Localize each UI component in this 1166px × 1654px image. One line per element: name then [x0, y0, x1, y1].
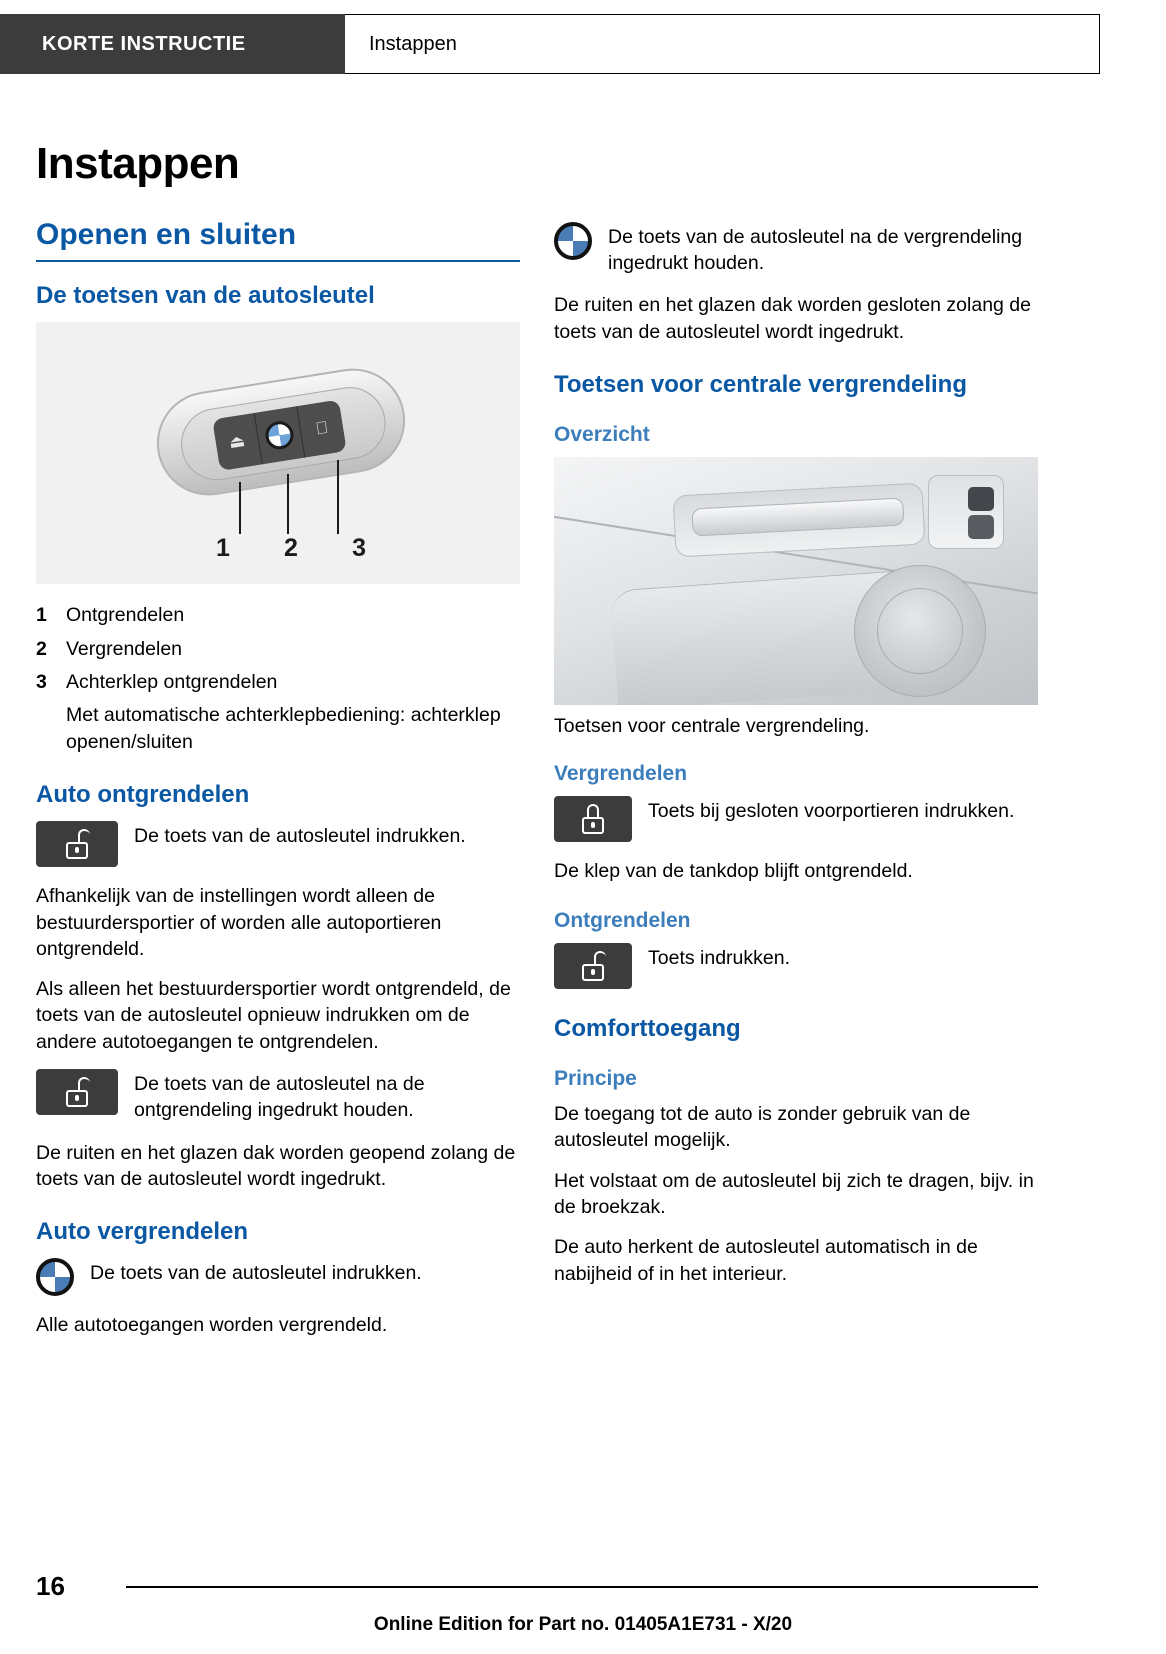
unlock-icon: [64, 1077, 90, 1107]
page-header: [0, 14, 1100, 74]
list-item: [36, 602, 520, 628]
subheading-overzicht: Overzicht: [554, 423, 650, 447]
content-columns: [36, 218, 1038, 1353]
legend-number: 3: [36, 670, 47, 693]
instruction-row-lock-press: [36, 1258, 520, 1296]
legend-label: Ontgrendelen: [66, 604, 185, 627]
instruction-row-central-unlock: [554, 943, 1038, 989]
key-fob-body: [176, 382, 391, 485]
paragraph-auto-unlock-2: Als alleen het bestuurdersportier wordt ontgrendeld, de toets van de autosleutel opnieuw indrukken om de andere autotoegangen te ontgrendelen.: [36, 978, 511, 1053]
list-item: [36, 636, 520, 662]
paragraph-principle-1: De toegang tot de auto is zonder gebruik van de autosleutel mogelijk.: [554, 1103, 971, 1152]
instruction-text: De toets van de autosleutel indrukken.: [134, 825, 466, 848]
left-column: [36, 218, 520, 1353]
key-unlock-button-icon: [36, 821, 118, 867]
lock-icon: [580, 804, 606, 834]
callout-2: 2: [284, 534, 298, 563]
legend-number: 1: [36, 604, 47, 627]
key-fob-button-pad: [212, 400, 347, 471]
header-tab-label: KORTE INSTRUCTIE: [42, 32, 246, 55]
central-unlock-button-icon: [554, 943, 632, 989]
callout-leader-lines: [221, 482, 361, 542]
instruction-text: De toets van de autosleutel na de vergrendeling ingedrukt houden.: [608, 226, 1023, 274]
unlock-icon: [64, 829, 90, 859]
page-title: Instappen: [36, 139, 240, 189]
instruction-row-central-lock: [554, 796, 1038, 842]
legend-label: Achterklep ontgrendelen: [66, 670, 278, 693]
header-tab-korte-instructie: [0, 14, 345, 74]
footer-divider: [126, 1586, 1038, 1588]
callout-1: 1: [216, 534, 230, 563]
paragraph-auto-unlock-3: De ruiten en het glazen dak worden geopend zolang de toets van de autosleutel wordt ingedrukt.: [36, 1141, 516, 1190]
legend-label: Vergrendelen: [66, 637, 183, 660]
page-footer: [36, 1571, 1038, 1602]
figure-callout-numbers: [216, 534, 366, 563]
list-item: [36, 669, 520, 695]
header-chapter-title: [345, 14, 1100, 74]
instruction-text: Toets bij gesloten voorportieren indrukken.: [648, 800, 1015, 823]
paragraph-auto-unlock-1: Afhankelijk van de instellingen wordt alleen de bestuurdersportier of worden alle autoportieren ontgrendeld.: [36, 885, 442, 960]
subheading-auto-ontgrendelen: Auto ontgrendelen: [36, 780, 250, 808]
paragraph-fuel-flap: De klep van de tankdop blijft ontgrendeld.: [554, 860, 913, 883]
key-unlock-button-icon: [36, 1069, 118, 1115]
instruction-text: De toets van de autosleutel na de ontgrendeling ingedrukt houden.: [134, 1073, 425, 1121]
paragraph-auto-lock-1: Alle autotoegangen worden vergrendeld.: [36, 1314, 388, 1337]
subheading-auto-vergrendelen: Auto vergrendelen: [36, 1218, 249, 1246]
section-heading-openen-en-sluiten: Openen en sluiten: [36, 218, 520, 262]
subheading-ontgrendelen: Ontgrendelen: [554, 908, 691, 932]
bmw-logo-icon: [36, 1258, 74, 1296]
instruction-row-unlock-press: [36, 821, 520, 867]
legend-note: Met automatische achterklepbediening: achterklep openen/sluiten: [66, 704, 501, 753]
trunk-icon: ⎕: [315, 418, 329, 439]
central-lock-button-icon: [554, 796, 632, 842]
unlock-icon: [968, 487, 994, 511]
unlock-icon: ⏏: [212, 413, 263, 471]
page-number: 16: [36, 1571, 65, 1601]
paragraph-principle-3: De auto herkent de autosleutel automatisch in de nabijheid of in het interieur.: [554, 1236, 978, 1285]
bmw-logo-icon: [554, 222, 592, 260]
subheading-comforttoegang: Comforttoegang: [554, 1014, 741, 1042]
callout-3: 3: [352, 534, 366, 563]
instruction-text: Toets indrukken.: [648, 946, 790, 969]
unlock-icon: [580, 951, 606, 981]
instruction-text: De toets van de autosleutel indrukken.: [90, 1262, 422, 1285]
subheading-vergrendelen: Vergrendelen: [554, 762, 688, 786]
header-chapter-label: Instappen: [369, 32, 457, 55]
lock-icon: [968, 515, 994, 539]
key-fob-legend: [36, 602, 520, 755]
central-locking-switch-panel: [928, 475, 1004, 549]
figure-caption: Toetsen voor centrale vergrendeling.: [554, 715, 870, 738]
right-column: [554, 218, 1038, 1353]
subheading-principe: Principe: [554, 1067, 637, 1091]
figure-door-panel: [554, 457, 1038, 705]
instruction-row-unlock-hold: [36, 1069, 520, 1123]
footer-edition-line: Online Edition for Part no. 01405A1E731 - X/20: [373, 1614, 793, 1635]
door-speaker: [854, 565, 986, 697]
subheading-toetsen-voor-centrale-vergrendeling: Toetsen voor centrale vergrendeling: [554, 371, 968, 399]
paragraph-lock-windows: De ruiten en het glazen dak worden gesloten zolang de toets van de autosleutel wordt ingedrukt.: [554, 294, 1031, 343]
figure-key-fob: [36, 322, 520, 584]
paragraph-principle-2: Het volstaat om de autosleutel bij zich te dragen, bijv. in de broekzak.: [554, 1169, 1034, 1218]
subheading-de-toetsen-van-de-autosleutel: De toetsen van de autosleutel: [36, 282, 375, 309]
instruction-row-lock-hold: [554, 222, 1038, 276]
legend-number: 2: [36, 637, 47, 660]
